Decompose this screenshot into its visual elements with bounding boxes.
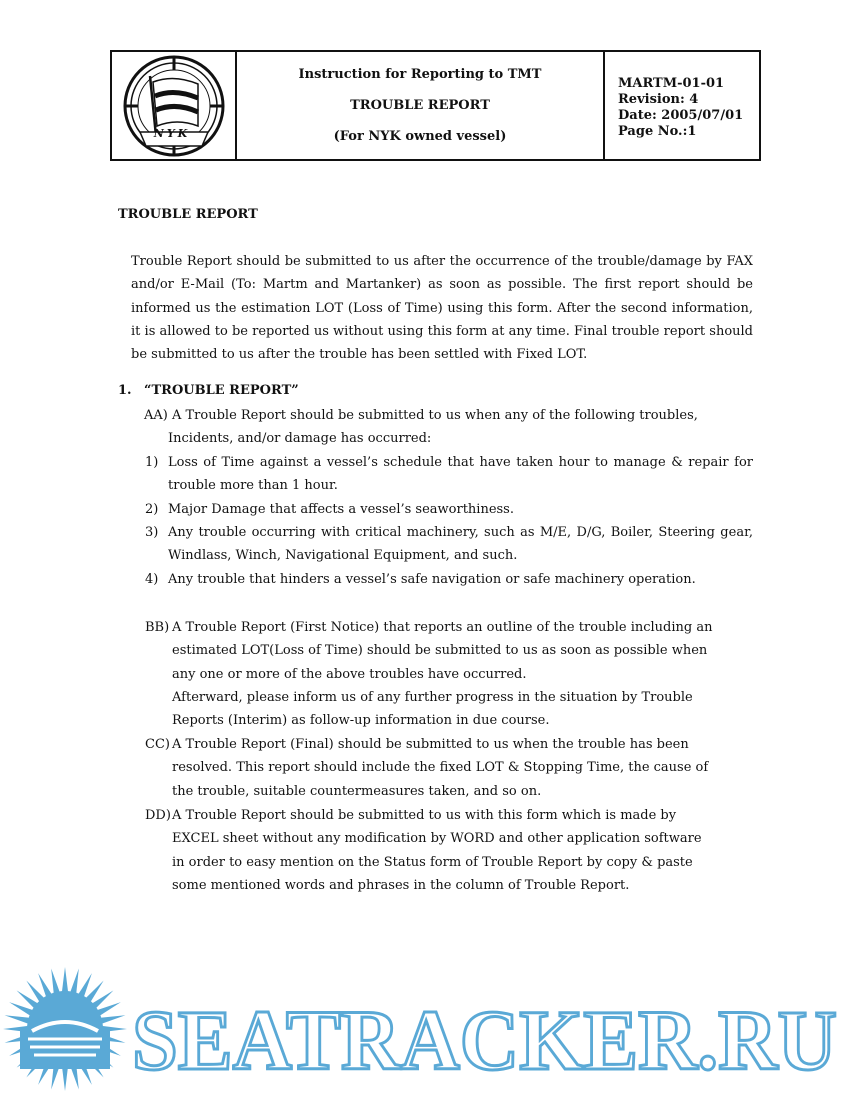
bb-paragraph <box>172 616 712 732</box>
item-1-text <box>168 451 753 498</box>
item-4-number: 4) <box>145 572 159 587</box>
aa-line-2: Incidents, and/or damage has occurred: <box>168 431 432 446</box>
sun-icon <box>3 967 127 1091</box>
logo-cell <box>112 52 237 159</box>
doc-code: MARTM-01-01 <box>618 76 725 91</box>
dd-line: some mentioned words and phrases in the column of Trouble Report. <box>172 877 630 893</box>
meta-cell <box>605 52 759 159</box>
dd-line: EXCEL sheet without any modification by WORD and other application software <box>172 831 702 847</box>
cc-line: resolved. This report should include the fixed LOT & Stopping Time, the cause of <box>172 760 709 776</box>
section-heading: TROUBLE REPORT <box>118 207 258 222</box>
bb-label: BB) <box>145 620 170 635</box>
sun-ray <box>62 967 68 993</box>
vessel-subtitle: (For NYK owned vessel) <box>333 129 507 144</box>
logo-text: NYK <box>153 127 191 140</box>
sun-ray <box>51 969 60 995</box>
item-text: Any trouble occurring with critical machinery, such as M/E, D/G, Boiler, Steering gear, Windlass, Winch, Navigational Equipment, and such. <box>168 525 753 564</box>
item-3-text <box>168 521 753 568</box>
watermark-text: SEATRACKER.RU <box>132 992 837 1088</box>
cc-line: A Trouble Report (Final) should be submitted to us when the trouble has been <box>172 737 689 752</box>
section-number: 1. <box>118 383 132 398</box>
bb-line: estimated LOT(Loss of Time) should be submitted to us as soon as possible when <box>172 643 708 659</box>
report-title: TROUBLE REPORT <box>350 98 490 113</box>
cc-label: CC) <box>145 737 170 752</box>
dd-line: A Trouble Report should be submitted to us with this form which is made by <box>172 808 677 823</box>
instruction-title: Instruction for Reporting to TMT <box>298 67 542 82</box>
sun-ray <box>5 1015 31 1024</box>
bb-line: A Trouble Report (First Notice) that reports an outline of the trouble including an <box>172 620 713 635</box>
item-2-text: Major Damage that affects a vessel’s seaworthiness. <box>168 502 514 517</box>
dd-paragraph <box>172 804 702 897</box>
document-header <box>110 50 761 161</box>
sun-ray <box>3 1026 29 1032</box>
watermark <box>0 965 850 1100</box>
section-1-title <box>118 383 299 398</box>
title-cell <box>237 52 605 159</box>
revision: Revision: 4 <box>618 92 699 107</box>
bb-line: Reports (Interim) as follow-up information in due course. <box>172 713 550 729</box>
intro-paragraph <box>131 250 753 366</box>
sun-ray <box>99 1015 125 1024</box>
sun-ray <box>101 1026 127 1032</box>
section-title: “TROUBLE REPORT” <box>144 383 299 398</box>
item-3-number: 3) <box>145 525 159 540</box>
item-2-number: 2) <box>145 502 159 517</box>
dd-line: in order to easy mention on the Status form of Trouble Report by copy & paste <box>172 854 693 870</box>
bb-line: any one or more of the above troubles have occurred. <box>172 666 527 682</box>
item-4-text: Any trouble that hinders a vessel’s safe navigation or safe machinery operation. <box>168 572 696 587</box>
dd-label: DD) <box>145 808 171 823</box>
page-number: Page No.:1 <box>618 124 697 139</box>
bb-line: Afterward, please inform us of any further progress in the situation by Trouble <box>172 689 693 705</box>
sun-ray <box>62 1065 68 1091</box>
cc-paragraph <box>172 733 708 803</box>
aa-line-1: AA) A Trouble Report should be submitted to us when any of the following troubles, <box>144 408 698 423</box>
date: Date: 2005/07/01 <box>618 108 744 123</box>
item-text: Loss of Time against a vessel’s schedule that have taken hour to manage & repair for trouble more than 1 hour. <box>168 455 753 494</box>
nyk-logo <box>122 54 226 158</box>
cc-line: the trouble, suitable countermeasures taken, and so on. <box>172 783 542 799</box>
item-1-number: 1) <box>145 455 159 470</box>
sun-ray <box>70 969 79 995</box>
intro-text: Trouble Report should be submitted to us after the occurrence of the trouble/damage by FAX and/or E-Mail (To: Martm and Martanker) as soon as possible. The first report should be informed us the estimation LOT (Loss of Time) using this form. After the second information, it is allowed to be reported us without using this form at any time. Final trouble report should be submitted to us after the trouble has been settled with Fixed LOT. <box>131 254 753 363</box>
